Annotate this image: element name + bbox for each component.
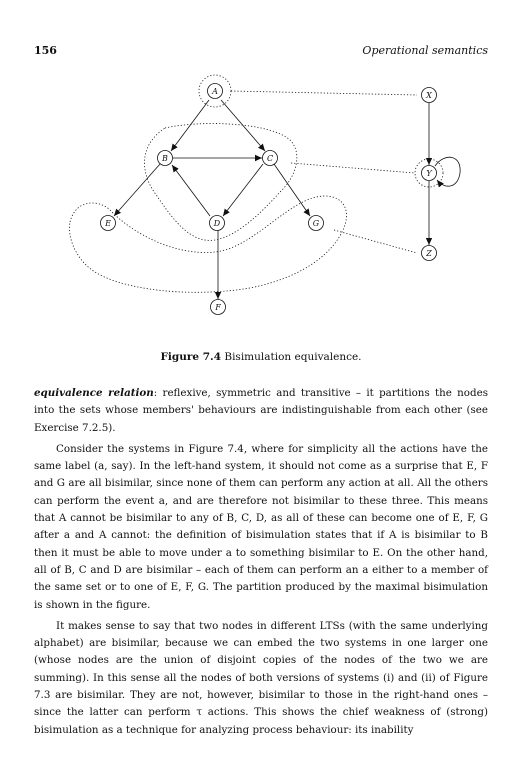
edge-y-y-loop	[435, 157, 460, 186]
svg-text:G: G	[312, 219, 320, 228]
paragraph-2: Consider the systems in Figure 7.4, where for simplicity all the actions have the same label (a, say). In the left-hand system, it should not come as a surprise that E, F and G are all bisimilar, since none of them can perform any action at all. All the others can perform the event a, and are therefore not bisimilar to these three. This means that A cannot be bisimilar to any of B, C, D, as all of these can become one of E, F, G after a and A cannot: the definition of bisimulation states that if A is bisimilar to B then it must be able to move under a to something bisimilar to E. On the other hand, all of B, C and D are bisimilar – each of them can perform an a either to a member of the same set or to one of E, F, G. The partition produced by the maximal bisimulation is shown in the figure.	[34, 442, 488, 611]
paragraph-1-text: : reflexive, symmetric and transitive – it partitions the nodes into the sets whose members' behaviours are indistinguishable from each other (see Exercise 7.2.5).	[34, 387, 488, 434]
node-g	[309, 216, 324, 231]
svg-text:C: C	[266, 154, 274, 163]
svg-text:B: B	[162, 154, 168, 163]
running-head: Operational semantics	[362, 44, 488, 57]
edge-a-b	[171, 100, 209, 151]
svg-text:F: F	[215, 303, 221, 312]
node-c	[263, 151, 278, 166]
node-e	[101, 216, 116, 231]
svg-text:E: E	[105, 219, 111, 228]
node-x	[422, 88, 437, 103]
svg-text:A: A	[212, 87, 218, 96]
body-text	[34, 385, 488, 739]
figure-caption-label: Figure 7.4	[160, 351, 222, 363]
svg-text:X: X	[426, 91, 432, 100]
svg-text:D: D	[213, 219, 221, 228]
relation-line-bcd-y	[291, 163, 415, 173]
paragraph-3: It makes sense to say that two nodes in different LTSs (with the same underlying alphabet) are bisimilar, because we can embed the two systems in one larger one (whose nodes are the union of disjoint copies of the nodes of the two we are summing). In this sense all the nodes of both versions of systems (i) and (ii) of Figure 7.3 are bisimilar. They are not, however, bisimilar to those in the right-hand ones – since the latter can perform τ actions. This shows the chief weakness of (strong) bisimulation as a technique for analyzing process behaviour: its inability	[34, 619, 488, 736]
relation-line-efg-z	[334, 230, 417, 253]
node-d	[210, 216, 225, 231]
node-b	[158, 151, 173, 166]
bisimulation-figure	[0, 0, 532, 340]
figure-caption-text: Bisimulation equivalence.	[221, 351, 362, 363]
figure-caption	[34, 351, 488, 363]
edge-d-b	[172, 165, 210, 216]
relation-line-a-x	[231, 91, 417, 95]
node-f	[211, 300, 226, 315]
edge-c-d	[223, 164, 263, 216]
page-number: 156	[34, 44, 57, 57]
svg-text:Z: Z	[426, 249, 432, 258]
paragraph-1	[34, 385, 488, 437]
partition-boundary-efg	[70, 196, 347, 292]
node-a	[208, 84, 223, 99]
term-equivalence-relation: equivalence relation	[34, 387, 154, 399]
node-z	[422, 246, 437, 261]
svg-text:Y: Y	[426, 169, 432, 178]
node-y	[422, 166, 437, 181]
edge-a-c	[221, 100, 265, 151]
